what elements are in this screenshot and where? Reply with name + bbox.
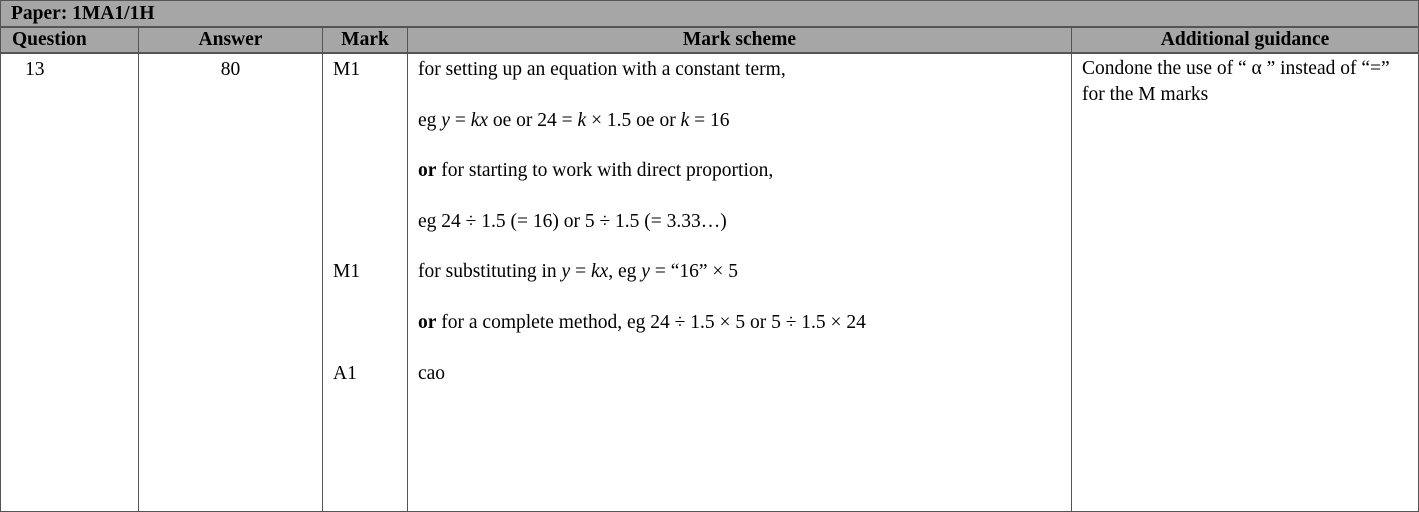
scheme-text: eg	[418, 109, 442, 131]
mark-3	[333, 157, 407, 208]
question-number: 13	[1, 53, 139, 512]
or-keyword: or	[418, 311, 437, 333]
scheme-text: =	[449, 109, 471, 131]
scheme-text: oe or 24 =	[488, 109, 578, 131]
scheme-text: for a complete method, eg 24 ÷ 1.5 × 5 or 5 ÷ 1.5 × 24	[436, 311, 866, 333]
mark-4	[333, 208, 407, 259]
math-variable: kx	[590, 261, 609, 283]
scheme-line-2	[418, 107, 1071, 158]
scheme-text: = 16	[689, 109, 730, 131]
mark-scheme-cell	[408, 53, 1072, 512]
math-variable: kx	[470, 109, 488, 131]
mark-header: Mark	[323, 27, 408, 53]
scheme-line-5	[418, 258, 1071, 309]
answer-header: Answer	[139, 27, 323, 53]
mark-1: M1	[333, 59, 361, 80]
question-row	[1, 53, 1419, 512]
scheme-text: , eg	[608, 261, 642, 283]
math-variable: y	[641, 261, 650, 283]
math-variable: y	[561, 261, 571, 283]
additional-guidance-header: Additional guidance	[1072, 27, 1419, 53]
paper-title-row	[1, 1, 1419, 28]
scheme-text: =	[570, 261, 591, 283]
scheme-line-7	[418, 360, 1071, 411]
or-keyword: or	[418, 160, 437, 182]
answer-value: 80	[139, 53, 323, 512]
scheme-line-1-text: for setting up an equation with a constant term,	[418, 59, 786, 80]
scheme-text: × 1.5 oe or	[586, 109, 681, 131]
scheme-line-3	[418, 157, 1071, 208]
scheme-text: for substituting in	[418, 261, 562, 283]
scheme-text: for starting to work with direct proportion,	[436, 160, 774, 182]
scheme-line-7-text: cao	[418, 362, 446, 384]
scheme-line-6	[418, 309, 1071, 360]
mark-scheme-header: Mark scheme	[408, 27, 1072, 53]
mark-2	[333, 107, 407, 158]
math-variable: y	[441, 109, 450, 131]
scheme-text: = “16” × 5	[649, 261, 739, 283]
header-row	[1, 27, 1419, 53]
scheme-line-4-text: eg 24 ÷ 1.5 (= 16) or 5 ÷ 1.5 (= 3.33…)	[418, 210, 727, 232]
math-variable: k	[577, 109, 587, 131]
additional-guidance-text: Condone the use of “ α ” instead of “=” for the M marks	[1072, 53, 1419, 512]
math-variable: k	[680, 109, 690, 131]
scheme-line-4	[418, 208, 1071, 259]
marks-cell	[323, 53, 408, 512]
scheme-line-1	[418, 56, 1071, 107]
mark-6	[333, 309, 407, 360]
mark-5: M1	[333, 261, 361, 283]
question-header: Question	[1, 27, 139, 53]
paper-title: Paper: 1MA1/1H	[1, 1, 1419, 28]
mark-7: A1	[333, 362, 357, 384]
